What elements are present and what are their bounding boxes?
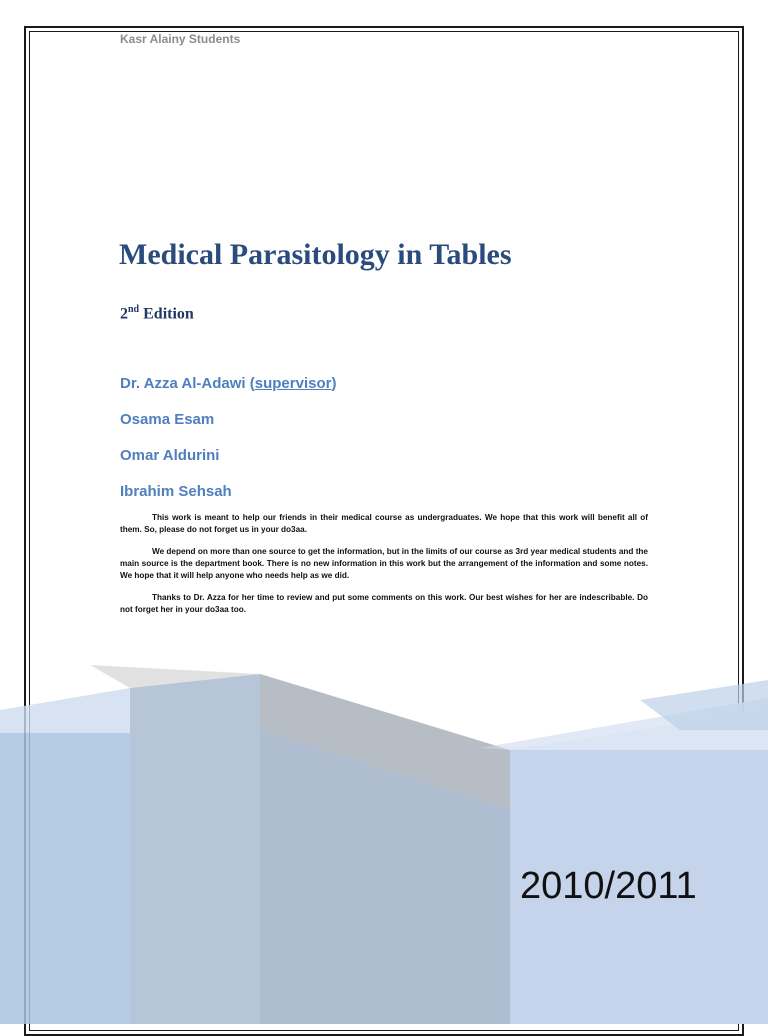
supervisor-link[interactable]: supervisor bbox=[254, 375, 332, 392]
author-name: Dr. Azza Al-Adawi bbox=[120, 375, 246, 392]
author-item: Ibrahim Sehsah bbox=[120, 483, 232, 500]
edition-number: 2 bbox=[120, 305, 128, 323]
edition-line bbox=[120, 304, 194, 323]
author-item: Osama Esam bbox=[120, 411, 215, 428]
document-title: Medical Parasitology in Tables bbox=[119, 238, 512, 271]
intro-paragraph: Thanks to Dr. Azza for her time to review and put some comments on this work. Our best wishes for her are indescribable. Do not forget her in your do3aa too. bbox=[120, 593, 648, 614]
decorative-background-shapes bbox=[0, 640, 768, 1024]
intro-paragraph: We depend on more than one source to get the information, but in the limits of our course as 3rd year medical students and the main source is the department book. There is no new information in this work but the arrangement of the information and some notes. We hope that it will help anyone who needs help as we did. bbox=[120, 547, 648, 580]
edition-label: Edition bbox=[143, 305, 194, 323]
edition-suffix: nd bbox=[128, 304, 140, 315]
author-list bbox=[120, 373, 336, 517]
intro-paragraph: This work is meant to help our friends in their medical course as undergraduates. We hope that this work will benefit all of them. So, please do not forget us in your do3aa. bbox=[120, 513, 648, 534]
author-supervisor: Dr. Azza Al-Adawi (supervisor) bbox=[120, 375, 337, 392]
academic-year: 2010/2011 bbox=[520, 865, 697, 907]
intro-text bbox=[120, 512, 648, 626]
author-item: Omar Aldurini bbox=[120, 447, 220, 464]
running-header: Kasr Alainy Students bbox=[120, 32, 241, 46]
